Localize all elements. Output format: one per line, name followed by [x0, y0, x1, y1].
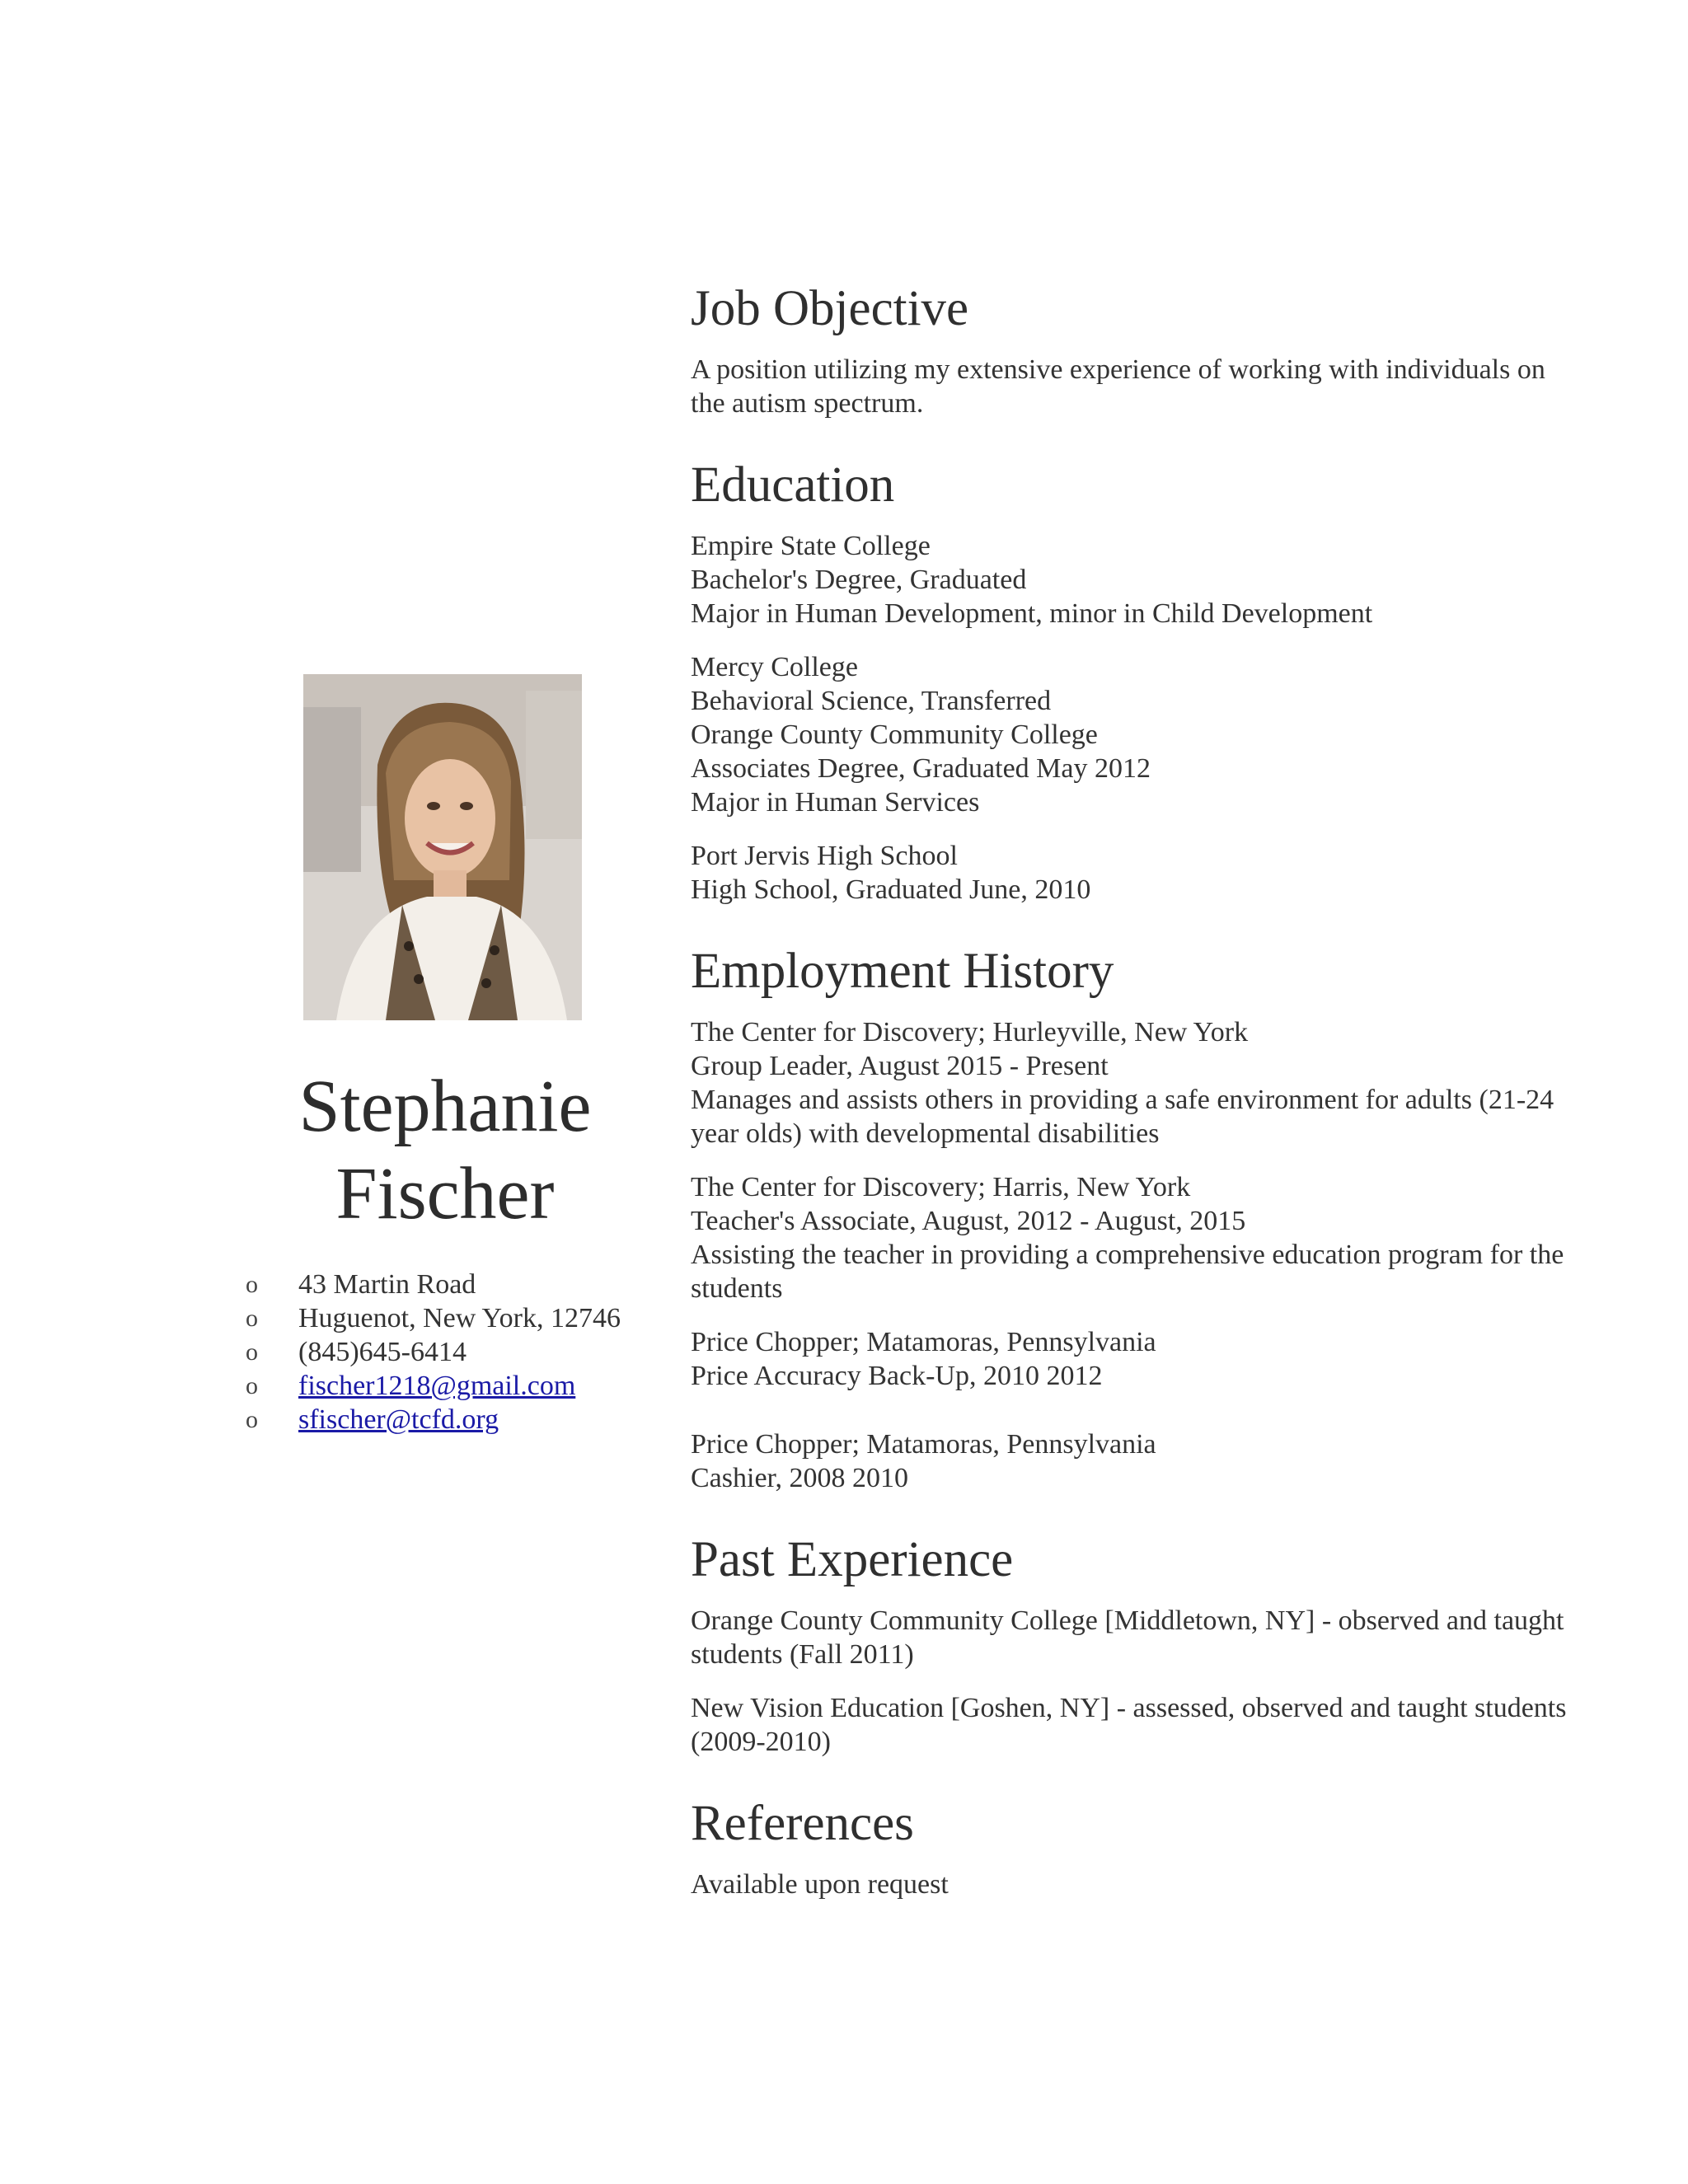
- profile-photo: [303, 674, 582, 1020]
- name-last: Fischer: [335, 1153, 555, 1235]
- job-entry: [691, 1170, 1581, 1305]
- section-title: Job Objective: [691, 281, 969, 336]
- email-link[interactable]: sfischer@tcfd.org: [298, 1404, 499, 1435]
- job-employer: Price Chopper; Matamoras, Pennsylvania: [691, 1429, 1156, 1460]
- bullet-icon: o: [246, 1338, 258, 1366]
- objective-text: A position utilizing my extensive experience of working with individuals on the autism spectrum.: [691, 354, 1545, 419]
- contact-list: [246, 1268, 621, 1436]
- bullet-icon: o: [246, 1372, 258, 1399]
- references-text: Available upon request: [691, 1869, 949, 1900]
- job-role: Group Leader, August 2015 - Present: [691, 1051, 1109, 1081]
- section-title: Employment History: [691, 944, 1114, 999]
- section-past-experience: [691, 1531, 1581, 1759]
- section-employment: [691, 943, 1581, 1495]
- profile-name: [231, 1063, 659, 1238]
- contact-text: Huguenot, New York, 12746: [298, 1303, 621, 1333]
- education-block: [691, 839, 1581, 907]
- education-line: Port Jervis High School: [691, 841, 958, 871]
- contact-text: 43 Martin Road: [298, 1269, 476, 1300]
- education-line: Empire State College: [691, 531, 931, 561]
- section-title: References: [691, 1796, 914, 1851]
- job-description: Assisting the teacher in providing a comprehensive education program for the students: [691, 1240, 1564, 1304]
- section-title: Past Experience: [691, 1532, 1014, 1587]
- section-title: Education: [691, 457, 895, 513]
- section-job-objective: [691, 280, 1581, 420]
- job-entry: [691, 1427, 1581, 1495]
- section-references: [691, 1795, 1581, 1901]
- contact-email-personal: [246, 1369, 621, 1403]
- job-role: Cashier, 2008 2010: [691, 1463, 908, 1493]
- education-line: Bachelor's Degree, Graduated: [691, 565, 1027, 595]
- education-line: Major in Human Development, minor in Child Development: [691, 598, 1373, 629]
- contact-address: [246, 1268, 621, 1301]
- education-line: Mercy College: [691, 652, 858, 682]
- contact-phone: [246, 1335, 621, 1369]
- contact-email-work: [246, 1403, 621, 1436]
- job-employer: The Center for Discovery; Hurleyville, New York: [691, 1017, 1249, 1047]
- education-block: [691, 529, 1581, 630]
- name-first: Stephanie: [298, 1066, 592, 1147]
- education-line: Associates Degree, Graduated May 2012: [691, 753, 1151, 784]
- bullet-icon: o: [246, 1271, 258, 1298]
- job-entry: [691, 1325, 1581, 1393]
- job-entry: [691, 1015, 1581, 1151]
- section-education: [691, 457, 1581, 907]
- education-line: Behavioral Science, Transferred: [691, 686, 1052, 716]
- education-line: Major in Human Services: [691, 787, 980, 818]
- contact-city: [246, 1301, 621, 1335]
- job-role: Price Accuracy Back-Up, 2010 2012: [691, 1361, 1103, 1391]
- experience-item: Orange County Community College [Middletown, NY] - observed and taught students (Fall 2011): [691, 1605, 1564, 1670]
- job-description: Manages and assists others in providing a safe environment for adults (21-24 year olds) with developmental disabilities: [691, 1085, 1554, 1149]
- contact-text: (845)645-6414: [298, 1337, 467, 1367]
- job-employer: Price Chopper; Matamoras, Pennsylvania: [691, 1327, 1156, 1357]
- education-block: [691, 650, 1581, 819]
- job-employer: The Center for Discovery; Harris, New York: [691, 1172, 1191, 1202]
- resume-main: [691, 280, 1581, 1938]
- experience-item: New Vision Education [Goshen, NY] - assessed, observed and taught students (2009-2010): [691, 1693, 1567, 1757]
- education-line: High School, Graduated June, 2010: [691, 874, 1091, 905]
- job-role: Teacher's Associate, August, 2012 - August, 2015: [691, 1206, 1246, 1236]
- email-link[interactable]: fischer1218@gmail.com: [298, 1371, 576, 1401]
- education-line: Orange County Community College: [691, 719, 1098, 750]
- bullet-icon: o: [246, 1305, 258, 1332]
- bullet-icon: o: [246, 1406, 258, 1433]
